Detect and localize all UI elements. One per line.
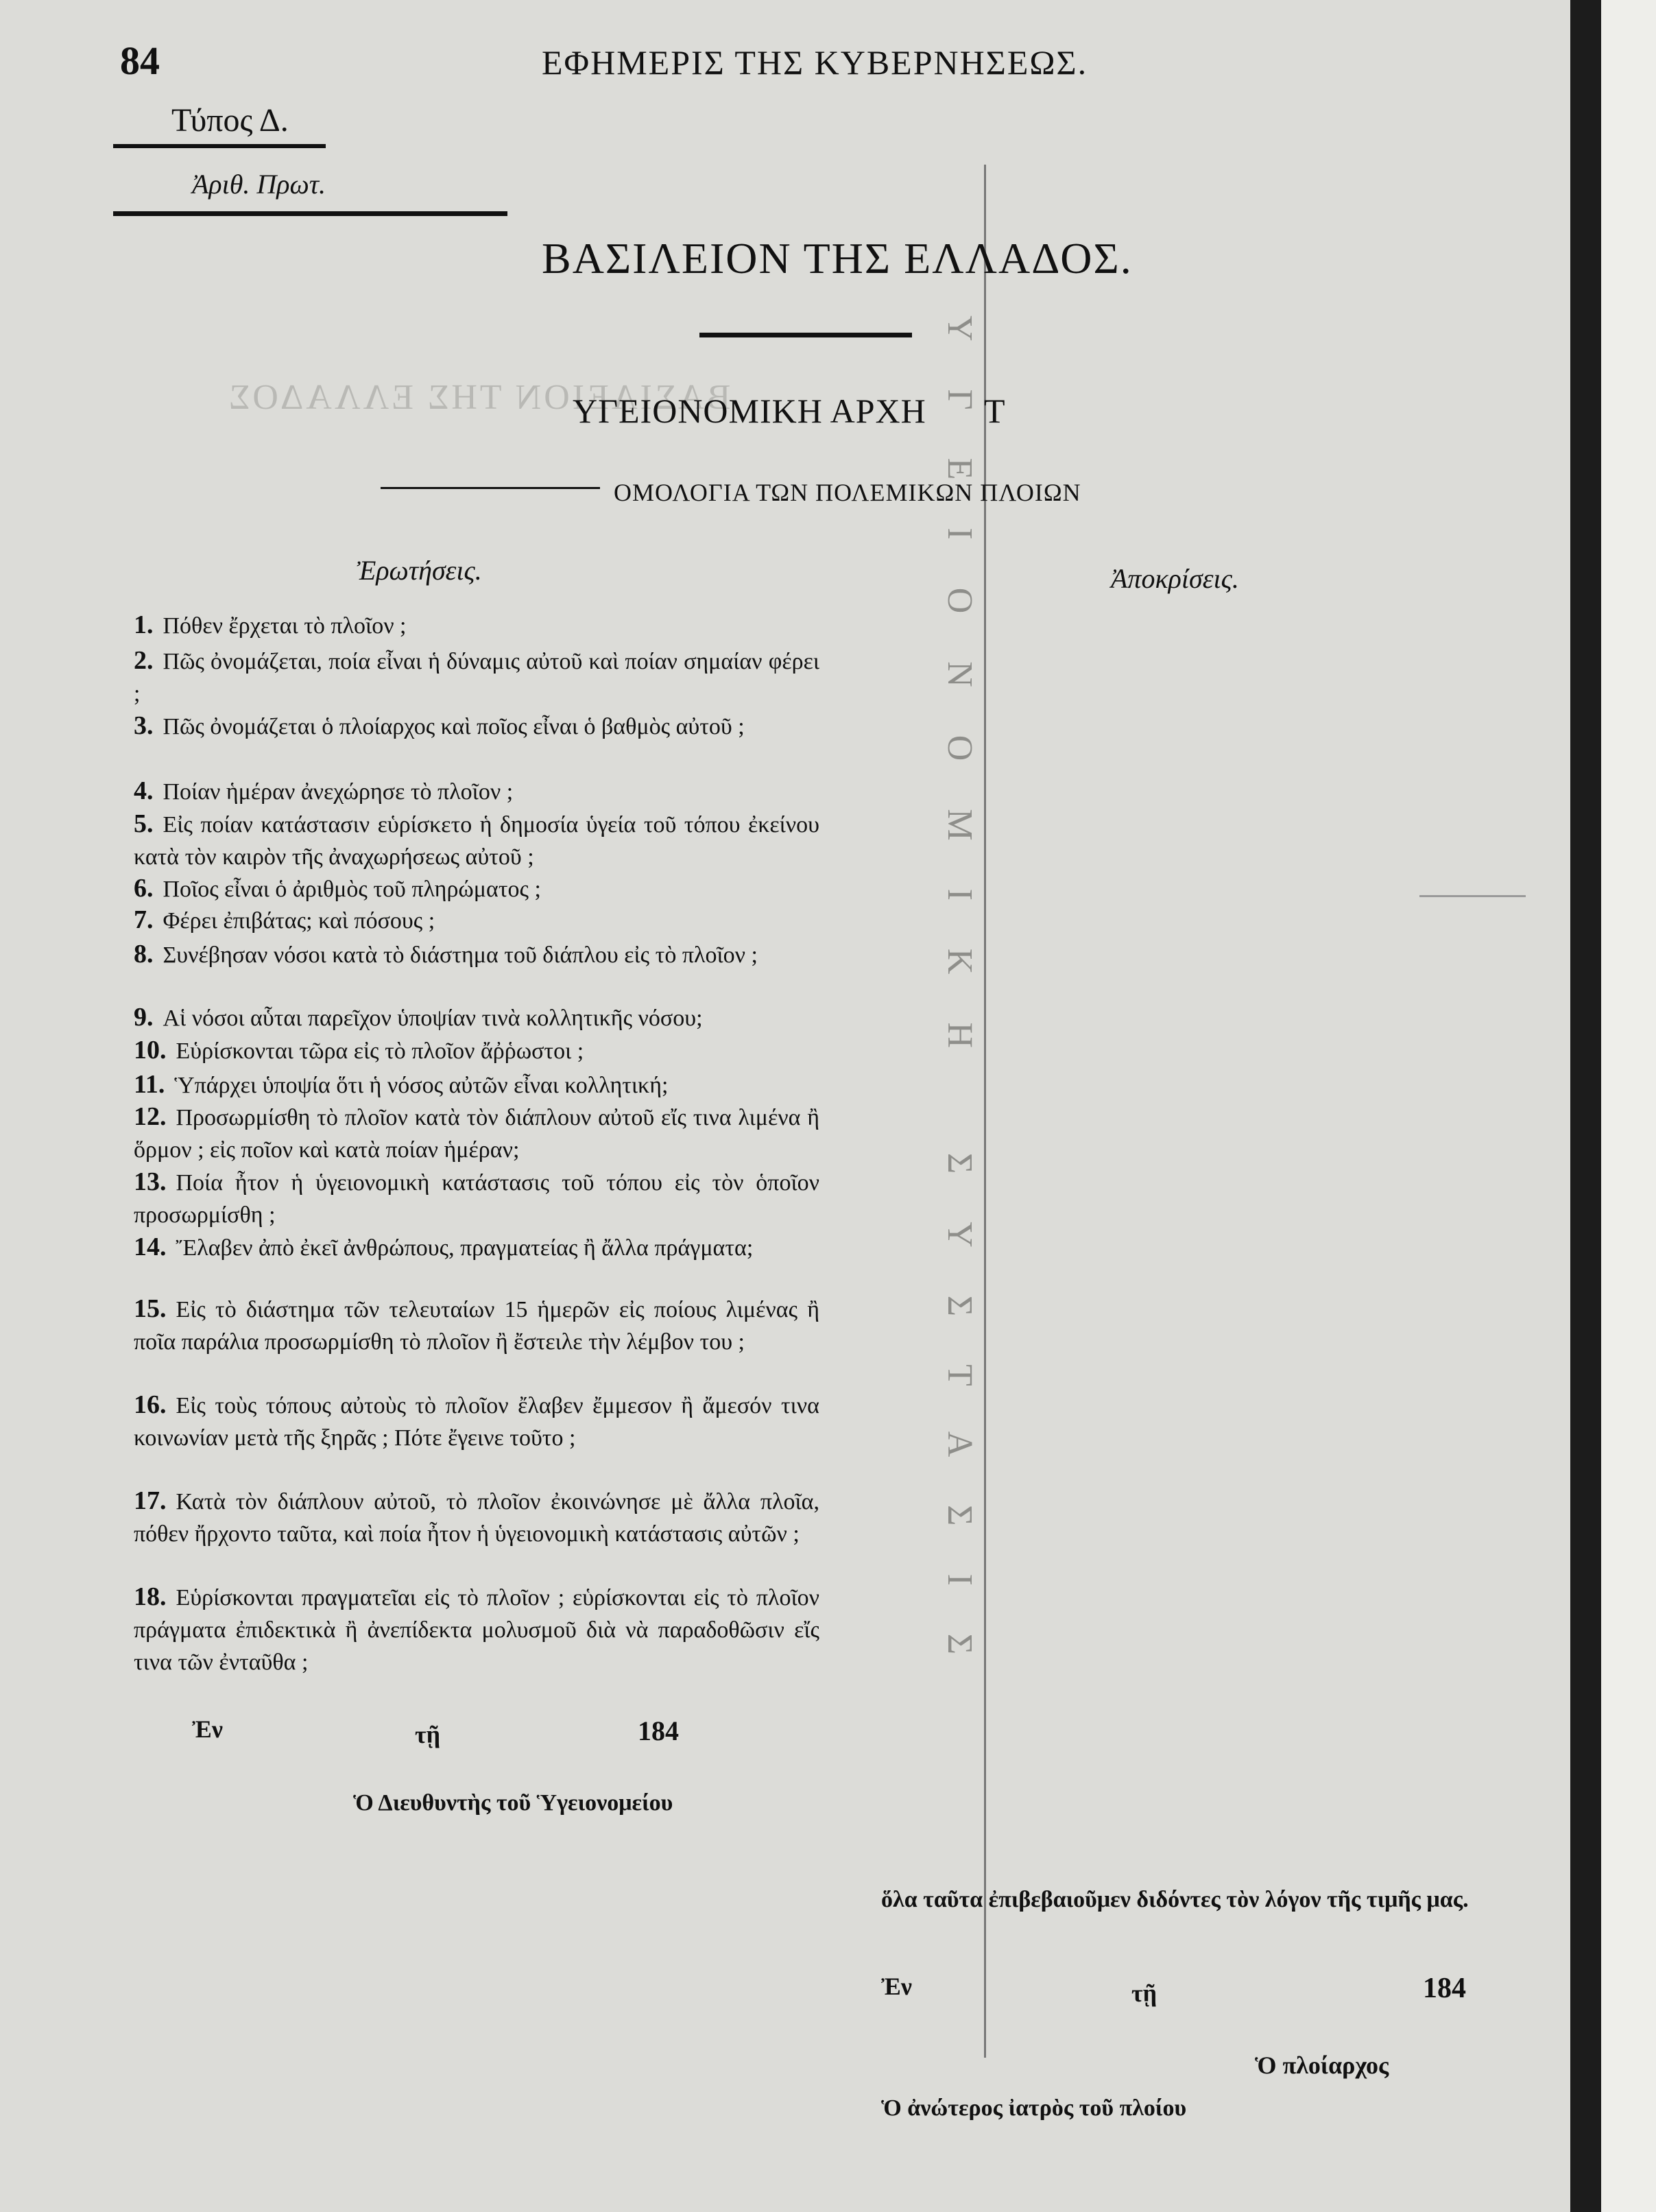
- confirmation-statement: ὅλα ταῦτα ἐπιβεβαιοῦμεν διδόντες τὸν λόγον τῆς τιμῆς μας.: [881, 1887, 1469, 1912]
- question-item: 5. Εἰς ποίαν κατάστασιν εὑρίσκετο ἡ δημοσία ὑγεία τοῦ τόπου ἐκείνου κατὰ τὸν καιρὸν τῆς ἀναχωρήσεως αὐτοῦ ;: [134, 809, 819, 870]
- page-number: 84: [120, 38, 160, 83]
- question-item: 17. Κατὰ τὸν διάπλουν αὐτοῦ, τὸ πλοῖον ἐκοινώνησε μὲ ἄλλα πλοῖα, πόθεν ἤρχοντο ταῦτα, καὶ ποία ἦτον ἡ ὑγειονομικὴ κατάστασις αὐτῶν ;: [134, 1486, 819, 1547]
- answers-heading: Ἀποκρίσεις.: [1111, 563, 1239, 594]
- director-signature: Ὁ Διευθυντὴς τοῦ Ὑγειονομείου: [353, 1790, 673, 1816]
- place-label: Ἐν: [192, 1715, 223, 1743]
- question-item: 2. Πῶς ὀνομάζεται, ποία εἶναι ἡ δύναμις αὐτοῦ καὶ ποίαν σημαίαν φέρει ;: [134, 646, 819, 706]
- bleed-through-heading: ΒΑΣΙΛΕΙΟΝ ΤΗΣ ΕΛΛΑΔΟΣ: [226, 378, 731, 417]
- protocol-underline: [113, 211, 507, 216]
- question-item: 1. Πόθεν ἔρχεται τὸ πλοῖον ;: [134, 610, 407, 639]
- running-title: ΕΦΗΜΕΡΙΣ ΤΗΣ ΚΥΒΕΡΝΗΣΕΩΣ.: [542, 43, 1088, 82]
- kingdom-rule: [699, 333, 912, 337]
- authority-suffix: Τ: [984, 392, 1005, 430]
- doctor-signature: Ὁ ἀνώτερος ἰατρὸς τοῦ πλοίου: [881, 2095, 1187, 2121]
- question-item: 13. Ποία ἦτον ἡ ὑγειονομικὴ κατάστασις τοῦ τόπου εἰς τὸν ὁποῖον προσωρμίσθη ;: [134, 1167, 819, 1228]
- adjacent-page-strip: [1601, 0, 1656, 2212]
- year-prefix: 184: [1423, 1973, 1466, 2004]
- kingdom-heading: ΒΑΣΙΛΕΙΟΝ ΤΗΣ ΕΛΛΑΔΟΣ.: [542, 234, 1133, 283]
- question-item: 10. Εὑρίσκονται τῶρα εἰς τὸ πλοῖον ἄῤῥωστοι ;: [134, 1036, 584, 1065]
- question-item: 14. Ἔλαβεν ἀπὸ ἐκεῖ ἀνθρώπους, πραγματείας ἢ ἄλλα πράγματα;: [134, 1233, 754, 1261]
- question-item: 18. Εὑρίσκονται πραγματεῖαι εἰς τὸ πλοῖον ; εὑρίσκονται εἰς τὸ πλοῖον πράγματα ἐπιδεκτικὰ ἢ ἀνεπίδεκτα μολυσμοῦ διὰ νὰ παραδοθῶσιν εἴς τινα τῶν ἐνταῦθα ;: [134, 1582, 819, 1675]
- questions-heading: Ἐρωτήσεις.: [357, 555, 482, 586]
- question-item: 15. Εἰς τὸ διάστημα τῶν τελευταίων 15 ἡμερῶν εἰς ποίους λιμένας ἢ ποῖα παράλια προσωρμίσθη τὸ πλοῖον ἢ ἔστειλε τὴν λέμβον του ;: [134, 1294, 819, 1355]
- question-item: 16. Εἰς τοὺς τόπους αὐτοὺς τὸ πλοῖον ἔλαβεν ἔμμεσον ἢ ἄμεσόν τινα κοινωνίαν μετὰ τῆς ξηρᾶς ; Πότε ἔγεινε τοῦτο ;: [134, 1390, 819, 1451]
- date-label: τῇ: [415, 1721, 441, 1748]
- date-label: τῇ: [1131, 1979, 1157, 2007]
- captain-signature: Ὁ πλοίαρχος: [1255, 2052, 1389, 2079]
- question-item: 9. Αἱ νόσοι αὗται παρεῖχον ὑποψίαν τινὰ κολλητικῆς νόσου;: [134, 1003, 703, 1032]
- column-divider: [984, 165, 986, 2058]
- question-item: 12. Προσωρμίσθη τὸ πλοῖον κατὰ τὸν διάπλουν αὐτοῦ εἴς τινα λιμένα ἢ ὅρμον ; εἰς ποῖον καὶ κατὰ ποίαν ἡμέραν;: [134, 1102, 819, 1163]
- protocol-number-label: Ἀριθ. Πρωτ.: [192, 169, 326, 200]
- bleed-through-vertical: ΥΓΕΙΟΝΟΜΙΚΗ ΣΥΣΤΑΣΙΣ: [940, 316, 979, 1703]
- place-label: Ἐν: [881, 1973, 912, 2000]
- confession-title: ΟΜΟΛΟΓΙΑ ΤΩΝ ΠΟΛΕΜΙΚΩΝ ΠΛΟΙΩΝ: [614, 479, 1081, 506]
- answer-line: [1419, 895, 1526, 897]
- type-underline: [113, 144, 326, 148]
- question-item: 6. Ποῖος εἶναι ὁ ἀριθμὸς τοῦ πληρώματος ;: [134, 874, 541, 903]
- form-type-label: Τύπος Δ.: [171, 102, 289, 139]
- authority-heading: ΥΓΕΙΟΝΟΜΙΚΗ ΑΡΧΗ: [573, 392, 926, 430]
- question-item: 8. Συνέβησαν νόσοι κατὰ τὸ διάστημα τοῦ διάπλου εἰς τὸ πλοῖον ;: [134, 940, 758, 968]
- question-item: 7. Φέρει ἐπιβάτας; καὶ πόσους ;: [134, 905, 435, 934]
- question-item: 3. Πῶς ὀνομάζεται ὁ πλοίαρχος καὶ ποῖος εἶναι ὁ βαθμὸς αὐτοῦ ;: [134, 711, 745, 740]
- confession-lead-rule: [381, 487, 600, 489]
- year-prefix: 184: [638, 1715, 679, 1746]
- question-item: 4. Ποίαν ἡμέραν ἀνεχώρησε τὸ πλοῖον ;: [134, 776, 514, 805]
- question-item: 11. Ὑπάρχει ὑποψία ὅτι ἡ νόσος αὐτῶν εἶναι κολλητική;: [134, 1070, 669, 1099]
